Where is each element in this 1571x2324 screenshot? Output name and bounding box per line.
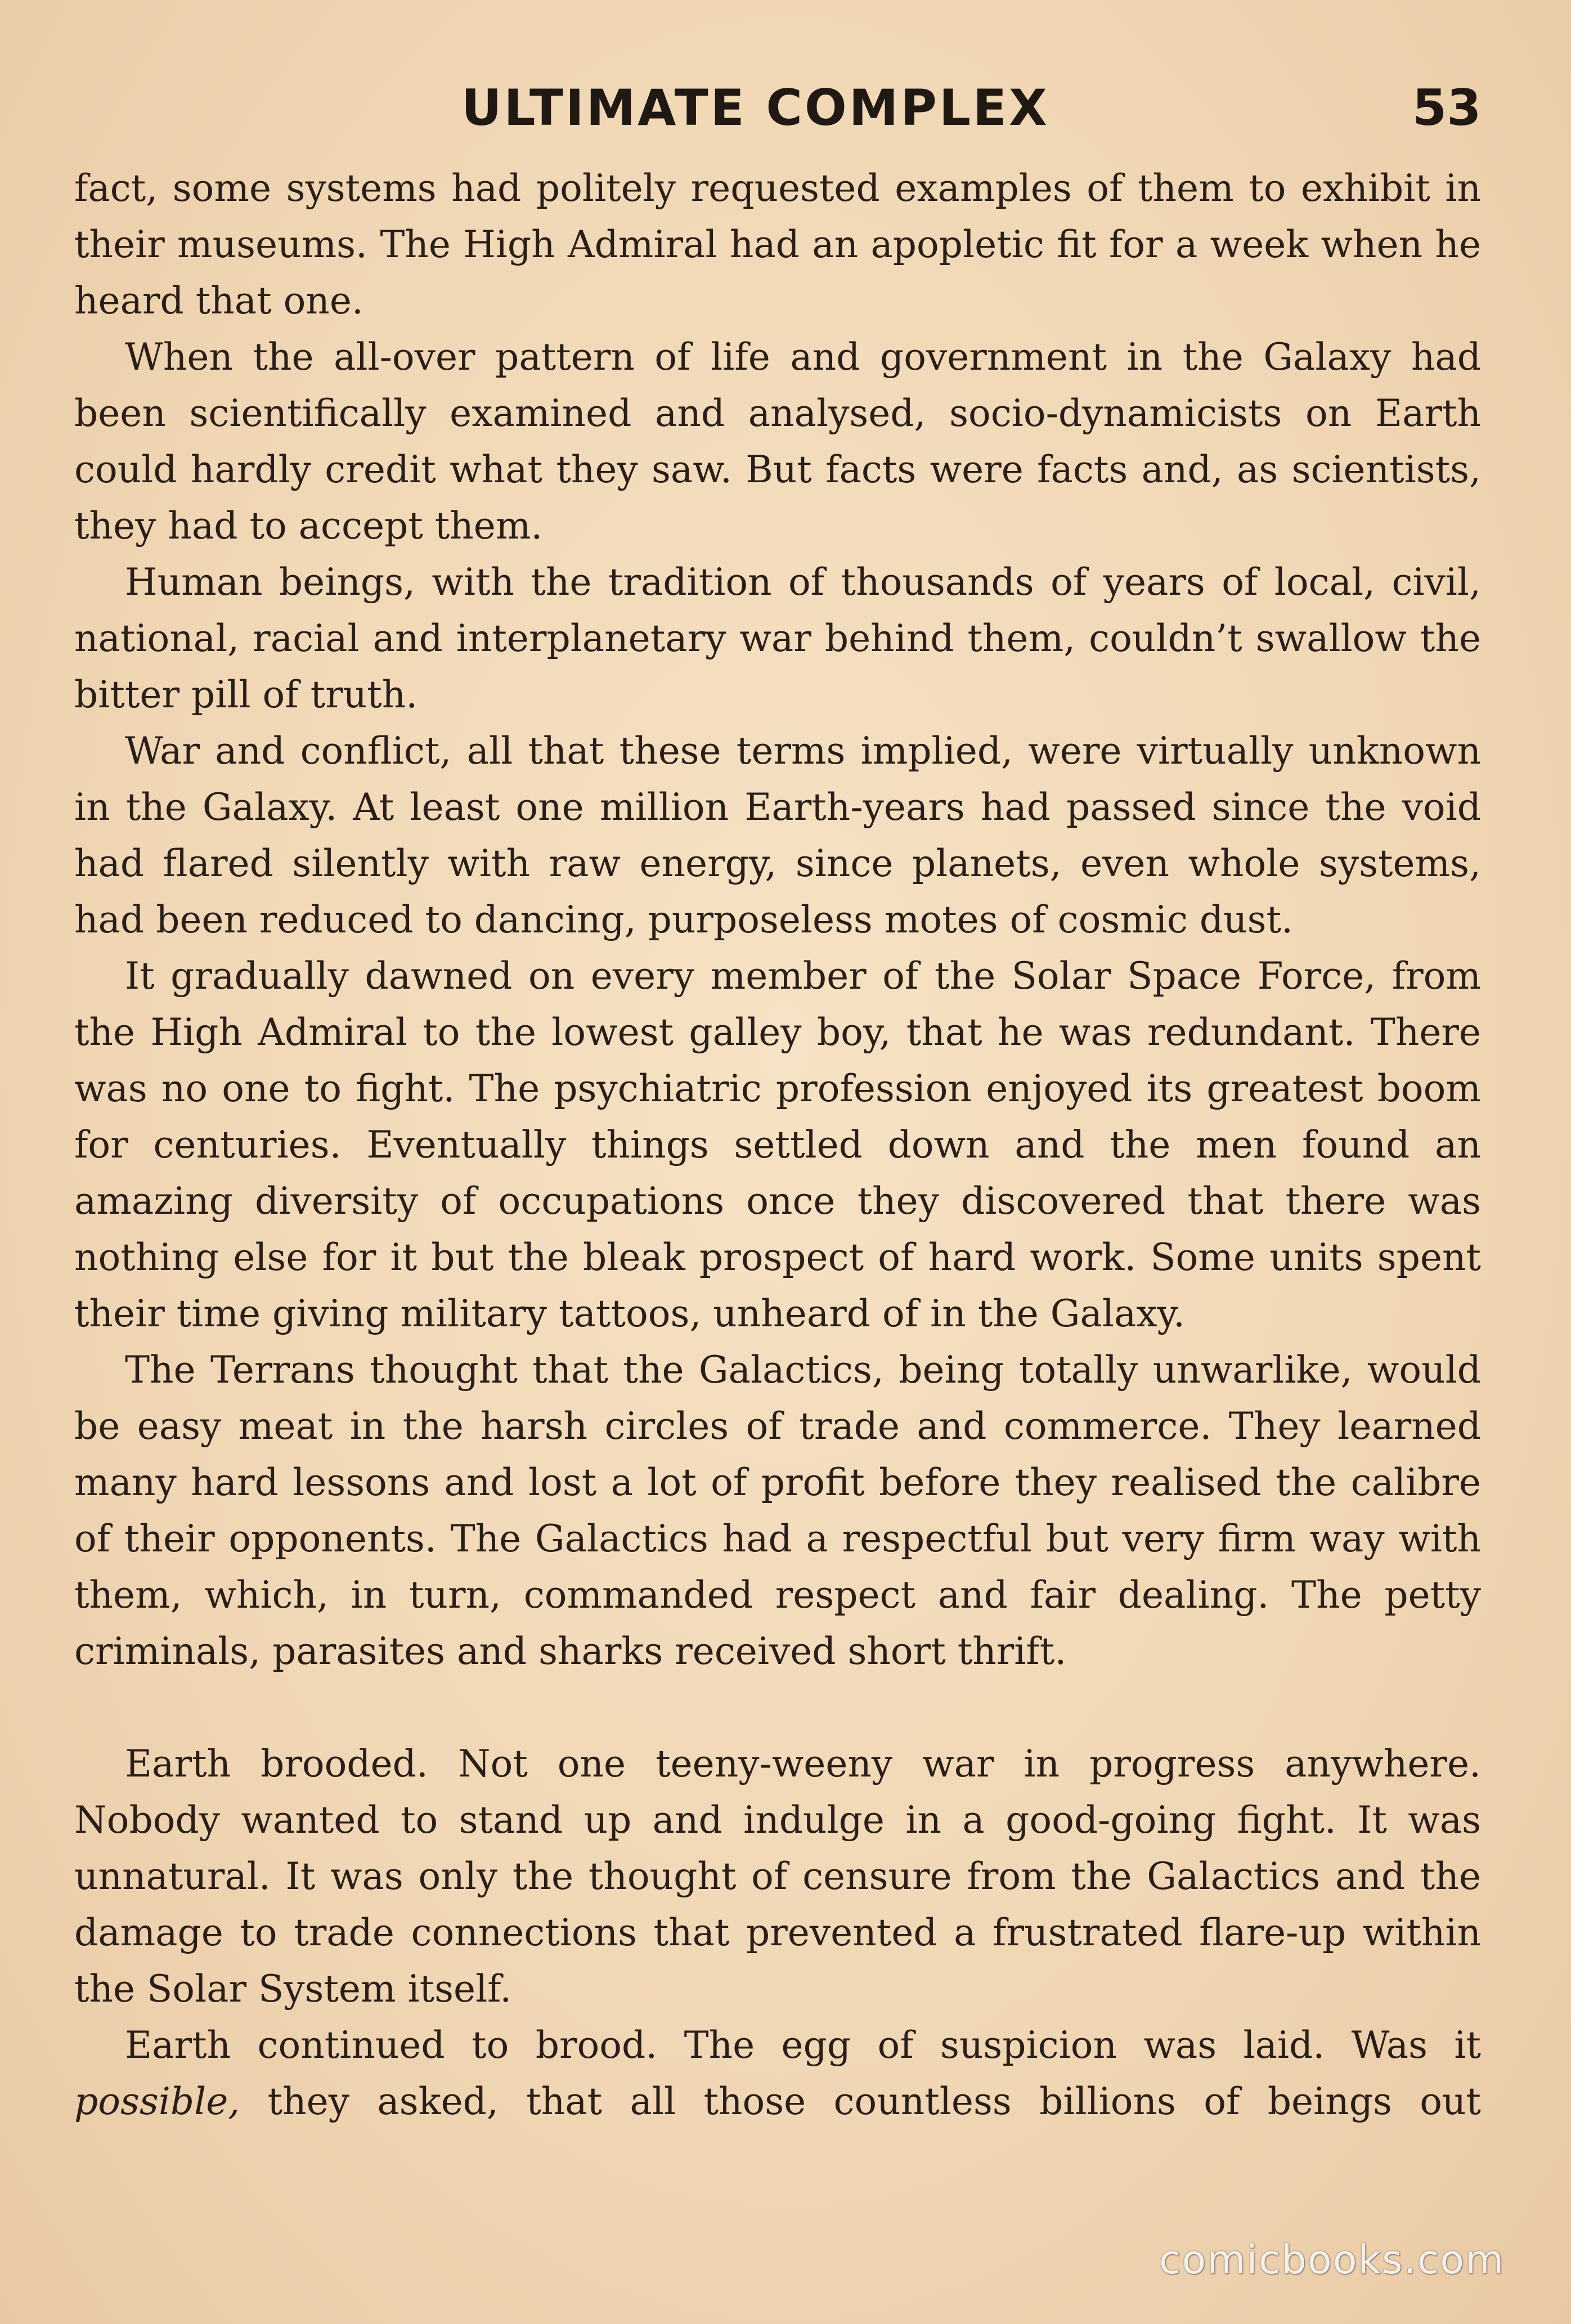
section-break xyxy=(74,1680,1481,1736)
paragraph: It gradually dawned on every member of the Solar Space Force, from the High Admiral to the lowest galley boy, that he was redundant. There was no one to fight. The psychiatric profession enjoyed its greatest boom for centuries. Eventually things settled down and the men found an amazing diversity of occupations once they discovered that there was nothing else for it but the bleak prospect of hard work. Some units spent their time giving military tattoos, unheard of in the Galaxy. xyxy=(74,954,1481,1335)
paragraph: Human beings, with the tradition of thousands of years of local, civil, national, racial and interplanetary war behind them, couldn’t swallow the bitter pill of truth. xyxy=(74,560,1481,716)
paragraph: War and conflict, all that these terms implied, were virtually unknown in the Galaxy. At least one million Earth-years had passed since the void had flared silently with raw energy, since planets, even whole systems, had been reduced to dancing, purposeless motes of cosmic dust. xyxy=(74,729,1481,941)
running-title: ULTIMATE COMPLEX xyxy=(461,79,1049,137)
watermark: comicbooks.com xyxy=(1159,2237,1505,2283)
page-number: 53 xyxy=(1412,79,1482,137)
body-text xyxy=(74,160,1481,2130)
paragraph-final xyxy=(74,2017,1481,2130)
italic-emphasis: possible, xyxy=(74,2080,240,2123)
final-text-start: Earth continued to brood. The egg of suspicion was laid. Was it xyxy=(125,2024,1481,2067)
page-header xyxy=(0,79,1571,152)
paragraph: fact, some systems had politely requested examples of them to exhibit in their museums. The High Admiral had an apopletic fit for a week when he heard that one. xyxy=(74,167,1481,322)
paragraph: When the all-over pattern of life and government in the Galaxy had been scientifically examined and analysed, socio-dynamicists on Earth could hardly credit what they saw. But facts were facts and, as scientists, they had to accept them. xyxy=(74,335,1481,548)
final-text-end: they asked, that all those countless billions of beings out xyxy=(240,2080,1481,2123)
paragraph: Earth brooded. Not one teeny-weeny war in progress anywhere. Nobody wanted to stand up and indulge in a good-going fight. It was unnatural. It was only the thought of censure from the Galactics and the damage to trade connections that prevented a frustrated flare-up within the Solar System itself. xyxy=(74,1742,1481,2011)
paragraph: The Terrans thought that the Galactics, being totally unwarlike, would be easy meat in the harsh circles of trade and commerce. They learned many hard lessons and lost a lot of profit before they realised the calibre of their opponents. The Galactics had a respectful but very firm way with them, which, in turn, commanded respect and fair dealing. The petty criminals, parasites and sharks received short thrift. xyxy=(74,1348,1481,1673)
